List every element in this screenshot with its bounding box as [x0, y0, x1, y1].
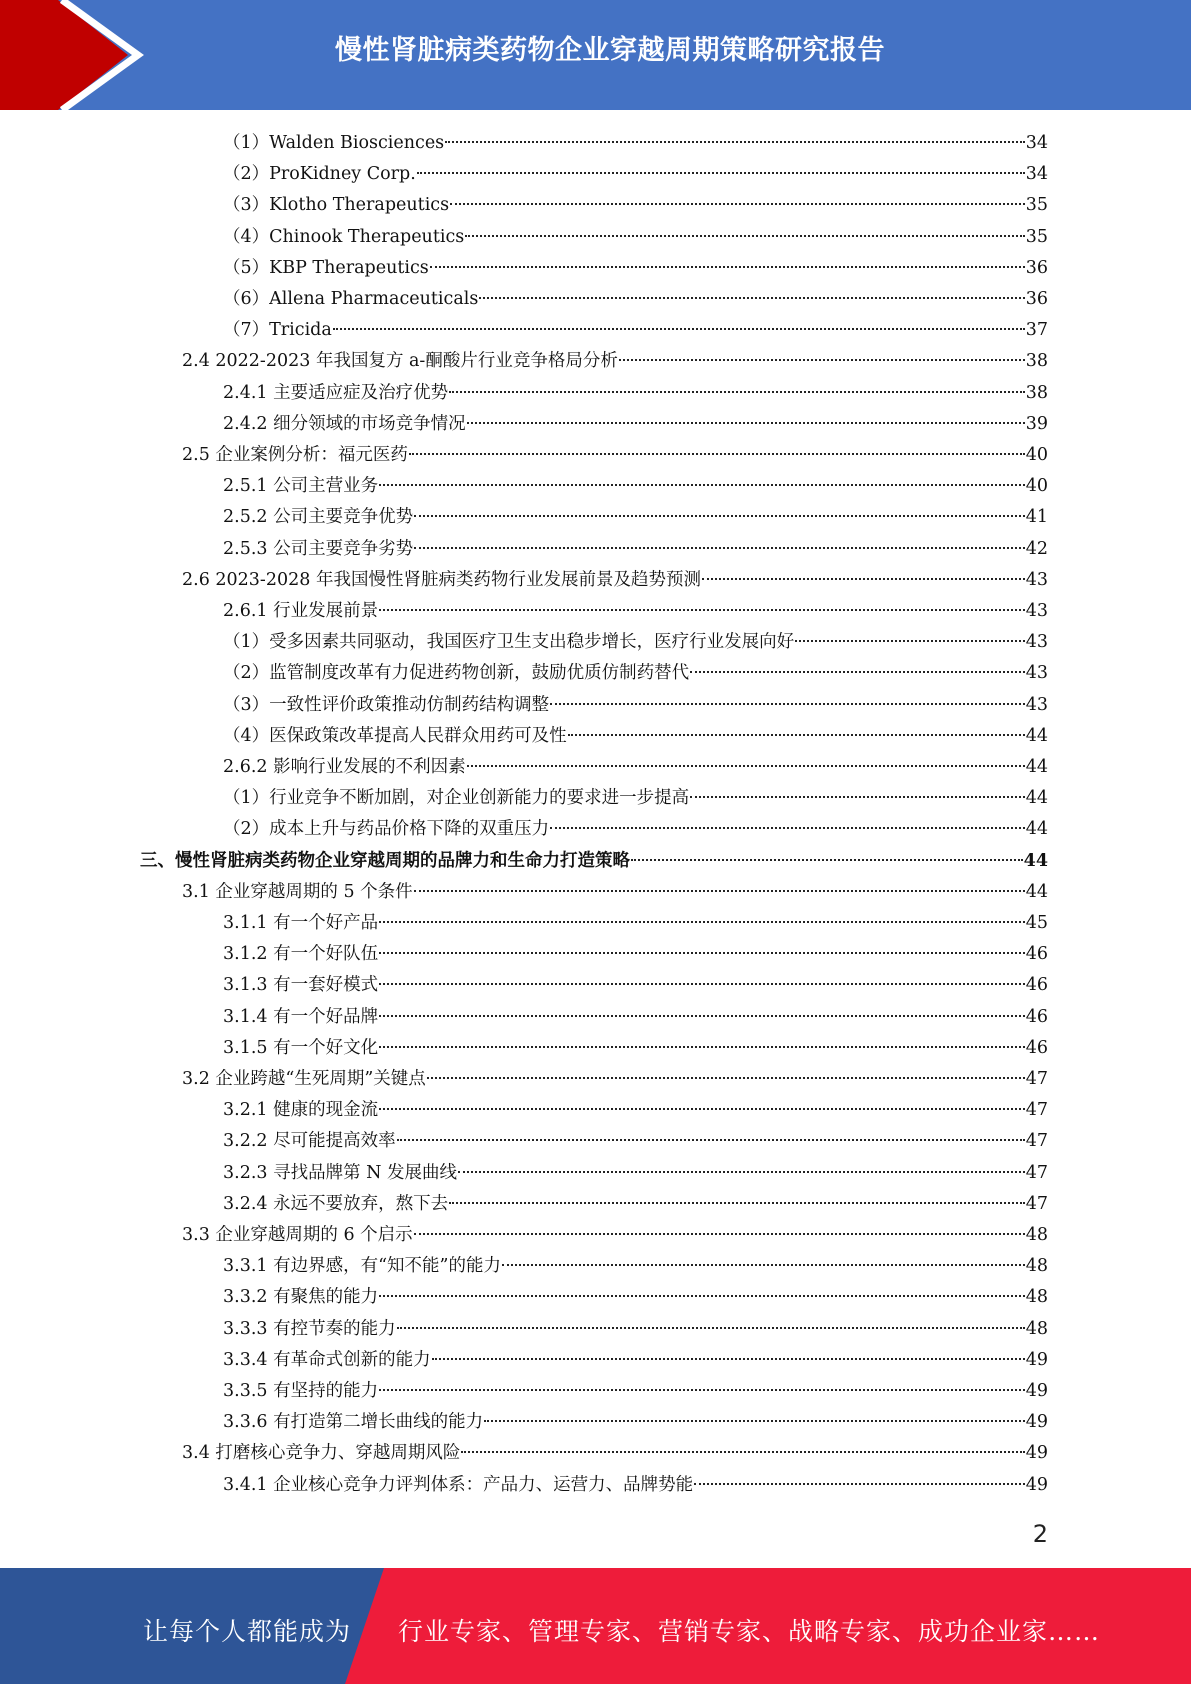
toc-dot-leader — [458, 1171, 1025, 1173]
toc-entry-label: 2.4.1 主要适应症及治疗优势 — [223, 382, 449, 403]
toc-entry[interactable] — [223, 627, 1048, 658]
toc-entry-label: 3.3.6 有打造第二增长曲线的能力 — [223, 1412, 484, 1433]
toc-entry-label: 3.4.1 企业核心竞争力评判体系：产品力、运营力、品牌势能 — [223, 1474, 694, 1495]
toc-entry-page: 48 — [1025, 1318, 1048, 1339]
toc-dot-leader — [430, 266, 1025, 268]
toc-entry[interactable] — [182, 440, 1048, 471]
toc-entry[interactable] — [182, 1220, 1048, 1251]
toc-entry-page: 43 — [1025, 663, 1048, 684]
toc-dot-leader — [409, 453, 1025, 455]
toc-dot-leader — [379, 609, 1025, 611]
toc-entry-page: 39 — [1025, 413, 1048, 434]
toc-entry-label: 3.3.1 有边界感，有“知不能”的能力 — [223, 1256, 501, 1277]
toc-entry-page: 49 — [1025, 1412, 1048, 1433]
toc-entry-label: 2.4 2022-2023 年我国复方 a-酮酸片行业竞争格局分析 — [182, 351, 618, 372]
toc-dot-leader — [379, 1295, 1025, 1297]
toc-entry[interactable] — [223, 1126, 1048, 1157]
toc-entry-label: 3.3.5 有坚持的能力 — [223, 1381, 379, 1401]
toc-entry-page: 46 — [1025, 944, 1048, 965]
toc-entry[interactable] — [223, 284, 1048, 315]
toc-entry-page: 38 — [1025, 351, 1048, 372]
toc-entry-page: 44 — [1025, 788, 1048, 809]
toc-entry-page: 44 — [1025, 819, 1048, 840]
toc-entry-label: （2）ProKidney Corp. — [223, 164, 416, 185]
toc-entry-page: 43 — [1025, 694, 1048, 715]
toc-entry-page: 47 — [1025, 1193, 1048, 1214]
toc-entry[interactable] — [182, 1438, 1048, 1469]
toc-entry[interactable] — [223, 502, 1048, 533]
toc-entry[interactable] — [223, 690, 1048, 721]
toc-dot-leader — [465, 235, 1024, 237]
toc-entry-label: （3）一致性评价政策推动仿制药结构调整 — [223, 694, 550, 715]
toc-dot-leader — [414, 547, 1025, 549]
toc-entry-label: （4）医保政策改革提高人民群众用药可及性 — [223, 725, 567, 746]
toc-dot-leader — [631, 859, 1023, 861]
toc-entry-label: 2.5 企业案例分析：福元医药 — [182, 445, 408, 465]
toc-entry[interactable] — [223, 1189, 1048, 1220]
toc-dot-leader — [414, 1233, 1025, 1235]
footer-slogan-right: 行业专家、管理专家、营销专家、战略专家、成功企业家…… — [398, 1617, 1101, 1646]
toc-entry-page: 49 — [1025, 1381, 1048, 1401]
toc-entry-page: 44 — [1025, 881, 1048, 902]
toc-dot-leader — [619, 359, 1025, 361]
toc-entry-label: 3.1 企业穿越周期的 5 个条件 — [182, 881, 413, 902]
toc-dot-leader — [502, 1264, 1025, 1266]
toc-dot-leader — [397, 1327, 1025, 1329]
toc-entry-label: 3.2.4 永远不要放弃，熬下去 — [223, 1193, 449, 1214]
toc-entry-label: 3.1.1 有一个好产品 — [223, 913, 379, 933]
toc-entry-page: 34 — [1025, 164, 1048, 185]
toc-dot-leader — [450, 203, 1025, 205]
toc-dot-leader — [550, 703, 1025, 705]
toc-entry-page: 49 — [1025, 1349, 1048, 1370]
report-title: 慢性肾脏病类药物企业穿越周期策略研究报告 — [335, 35, 885, 66]
toc-entry[interactable] — [223, 658, 1048, 689]
toc-entry-label: 2.4.2 细分领域的市场竞争情况 — [223, 413, 466, 434]
toc-dot-leader — [449, 391, 1025, 393]
toc-dot-leader — [445, 141, 1025, 143]
toc-entry-label: 3.3.3 有控节奏的能力 — [223, 1318, 396, 1339]
toc-entry[interactable] — [223, 1002, 1048, 1033]
toc-dot-leader — [379, 983, 1025, 985]
toc-entry-page: 36 — [1025, 289, 1048, 309]
toc-entry-page: 44 — [1023, 850, 1048, 871]
toc-entry-label: 3.4 打磨核心竞争力、穿越周期风险 — [182, 1443, 461, 1464]
toc-entry-page: 46 — [1025, 975, 1048, 996]
toc-entry-label: （2）监管制度改革有力促进药物创新，鼓励优质仿制药替代 — [223, 663, 690, 684]
toc-entry-page: 43 — [1025, 601, 1048, 621]
toc-dot-leader — [379, 1015, 1025, 1017]
toc-entry-label: （7）Tricida — [223, 320, 332, 341]
toc-entry-label: 3.2.1 健康的现金流 — [223, 1100, 379, 1121]
toc-entry-label: 2.5.2 公司主要竞争优势 — [223, 507, 414, 528]
toc-entry[interactable] — [223, 939, 1048, 970]
toc-entry-page: 47 — [1025, 1162, 1048, 1183]
toc-entry-label: 2.5.1 公司主营业务 — [223, 476, 379, 497]
toc-entry-page: 34 — [1025, 133, 1048, 153]
toc-dot-leader — [427, 1077, 1025, 1079]
toc-entry-page: 48 — [1025, 1287, 1048, 1308]
toc-entry-label: 3.1.5 有一个好文化 — [223, 1037, 379, 1058]
toc-entry-label: 2.6.2 影响行业发展的不利因素 — [223, 757, 466, 777]
toc-entry[interactable] — [223, 253, 1048, 284]
toc-entry[interactable] — [182, 346, 1048, 377]
toc-dot-leader — [379, 1046, 1025, 1048]
toc-entry[interactable] — [223, 1345, 1048, 1376]
toc-dot-leader — [397, 1139, 1025, 1141]
toc-entry[interactable] — [223, 315, 1048, 346]
toc-entry-label: （5）KBP Therapeutics — [223, 257, 429, 278]
toc-dot-leader — [417, 172, 1025, 174]
toc-dot-leader — [379, 484, 1025, 486]
toc-entry-label: （4）Chinook Therapeutics — [223, 226, 465, 247]
toc-entry-label: （2）成本上升与药品价格下降的双重压力 — [223, 819, 550, 840]
toc-entry[interactable] — [182, 1064, 1048, 1095]
toc-entry-label: 3.1.3 有一套好模式 — [223, 975, 379, 996]
toc-entry[interactable] — [223, 222, 1048, 253]
toc-entry[interactable] — [223, 908, 1048, 939]
toc-entry-label: 3.3 企业穿越周期的 6 个启示 — [182, 1225, 413, 1245]
toc-entry[interactable] — [182, 565, 1048, 596]
toc-entry-page: 45 — [1025, 913, 1048, 933]
toc-entry-page: 42 — [1025, 538, 1048, 559]
toc-entry[interactable] — [223, 1407, 1048, 1438]
toc-entry[interactable] — [223, 721, 1048, 752]
toc-entry-label: 2.6 2023-2028 年我国慢性肾脏病类药物行业发展前景及趋势预测 — [182, 569, 701, 590]
toc-entry-label: 3.1.4 有一个好品牌 — [223, 1006, 379, 1027]
toc-entry-page: 47 — [1025, 1069, 1048, 1089]
toc-entry-page: 48 — [1025, 1225, 1048, 1245]
toc-entry[interactable] — [223, 534, 1048, 565]
toc-dot-leader — [414, 515, 1025, 517]
toc-dot-leader — [550, 827, 1025, 829]
toc-entry[interactable] — [223, 1033, 1048, 1064]
toc-entry-label: （6）Allena Pharmaceuticals — [223, 289, 479, 309]
toc-entry-page: 41 — [1025, 507, 1048, 528]
toc-entry-page: 47 — [1025, 1131, 1048, 1152]
toc-entry[interactable] — [223, 378, 1048, 409]
toc-dot-leader — [568, 734, 1025, 736]
toc-entry-page: 40 — [1025, 445, 1048, 465]
toc-entry-page: 46 — [1025, 1037, 1048, 1058]
toc-dot-leader — [379, 921, 1025, 923]
toc-entry-page: 35 — [1025, 226, 1048, 247]
toc-dot-leader — [379, 952, 1025, 954]
toc-entry[interactable] — [223, 471, 1048, 502]
toc-entry-label: 3.2 企业跨越“生死周期”关键点 — [182, 1069, 426, 1089]
toc-dot-leader — [467, 422, 1025, 424]
toc-entry[interactable] — [223, 1376, 1048, 1407]
toc-dot-leader — [795, 640, 1025, 642]
toc-entry-label: 3.2.2 尽可能提高效率 — [223, 1131, 396, 1152]
page-footer — [0, 1568, 1191, 1684]
toc-entry[interactable] — [223, 596, 1048, 627]
toc-entry-page: 46 — [1025, 1006, 1048, 1027]
toc-dot-leader — [467, 765, 1025, 767]
toc-entry-page: 48 — [1025, 1256, 1048, 1277]
toc-dot-leader — [449, 1202, 1025, 1204]
toc-entry-label: 3.3.2 有聚焦的能力 — [223, 1287, 379, 1308]
toc-entry[interactable] — [223, 814, 1048, 845]
toc-entry[interactable] — [223, 1470, 1048, 1501]
footer-slogan-left: 让每个人都能成为 — [143, 1617, 352, 1646]
toc-entry-page: 47 — [1025, 1100, 1048, 1121]
toc-entry[interactable] — [223, 1282, 1048, 1313]
toc-dot-leader — [690, 671, 1025, 673]
toc-entry-page: 43 — [1025, 569, 1048, 590]
toc-dot-leader — [484, 1420, 1025, 1422]
toc-entry[interactable] — [223, 128, 1048, 159]
toc-entry-label: 2.5.3 公司主要竞争劣势 — [223, 538, 414, 559]
toc-dot-leader — [461, 1451, 1024, 1453]
toc-dot-leader — [479, 297, 1024, 299]
page-number: 2 — [1032, 1520, 1048, 1548]
toc-entry-page: 44 — [1025, 757, 1048, 777]
toc-dot-leader — [333, 328, 1025, 330]
toc-dot-leader — [414, 890, 1025, 892]
toc-dot-leader — [702, 578, 1025, 580]
toc-entry[interactable] — [223, 190, 1048, 221]
toc-entry[interactable] — [223, 409, 1048, 440]
header-arrow-decoration — [0, 0, 160, 110]
toc-entry-page: 43 — [1025, 632, 1048, 653]
toc-entry-label: （1）Walden Biosciences — [223, 133, 445, 153]
toc-dot-leader — [694, 1483, 1025, 1485]
toc-entry[interactable] — [223, 752, 1048, 783]
toc-entry-label: （1）行业竞争不断加剧，对企业创新能力的要求进一步提高 — [223, 788, 690, 809]
toc-entry[interactable] — [223, 1251, 1048, 1282]
toc-dot-leader — [690, 796, 1025, 798]
toc-entry[interactable] — [223, 1095, 1048, 1126]
toc-entry[interactable] — [182, 877, 1048, 908]
toc-entry[interactable] — [223, 970, 1048, 1001]
toc-entry-page: 36 — [1025, 257, 1048, 278]
toc-entry-page: 40 — [1025, 476, 1048, 497]
toc-dot-leader — [432, 1358, 1025, 1360]
toc-entry-label: 三、慢性肾脏病类药物企业穿越周期的品牌力和生命力打造策略 — [140, 850, 630, 871]
toc-dot-leader — [379, 1389, 1025, 1391]
toc-entry-label: （3）Klotho Therapeutics — [223, 195, 450, 216]
toc-entry-label: 3.2.3 寻找品牌第 N 发展曲线 — [223, 1162, 458, 1183]
toc-dot-leader — [379, 1108, 1025, 1110]
toc-entry[interactable] — [223, 783, 1048, 814]
toc-entry-page: 44 — [1025, 725, 1048, 746]
toc-entry-label: 3.3.4 有革命式创新的能力 — [223, 1349, 431, 1370]
toc-entry-page: 49 — [1025, 1474, 1048, 1495]
toc-entry[interactable] — [223, 1314, 1048, 1345]
toc-entry-page: 37 — [1025, 320, 1048, 341]
toc-entry-label: 2.6.1 行业发展前景 — [223, 601, 379, 621]
toc-entry-page: 38 — [1025, 382, 1048, 403]
toc-entry-page: 49 — [1025, 1443, 1048, 1464]
toc-entry-label: 3.1.2 有一个好队伍 — [223, 944, 379, 965]
page-header — [0, 0, 1191, 110]
toc-entry[interactable] — [223, 159, 1048, 190]
toc-entry-label: （1）受多因素共同驱动，我国医疗卫生支出稳步增长，医疗行业发展向好 — [223, 632, 795, 653]
toc-entry-page: 35 — [1025, 195, 1048, 216]
toc-entry[interactable] — [223, 1158, 1048, 1189]
toc-entry[interactable] — [140, 846, 1048, 877]
